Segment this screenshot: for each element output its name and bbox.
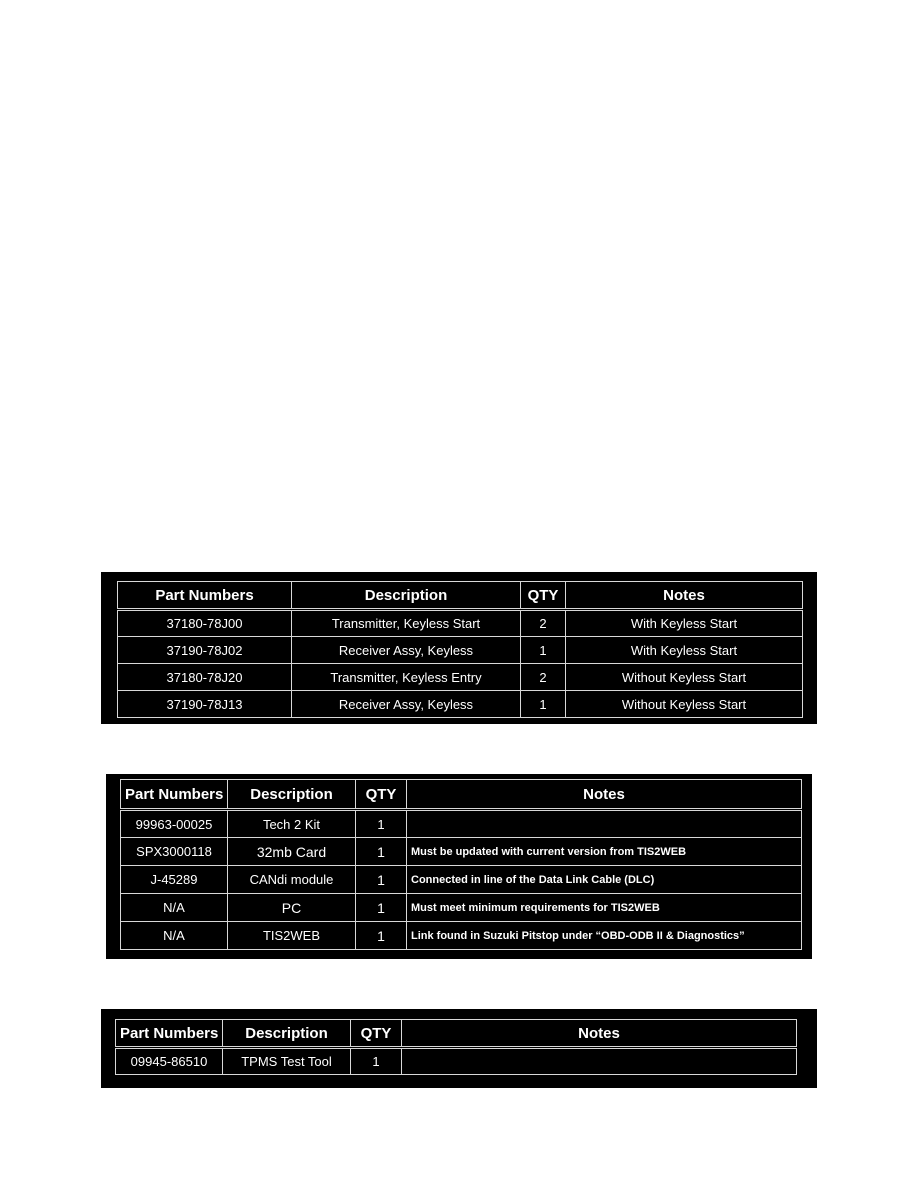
cell-part-number: 09945-86510 (116, 1048, 223, 1075)
header-description: Description (223, 1020, 351, 1048)
cell-qty: 1 (356, 922, 407, 950)
cell-notes (402, 1048, 797, 1075)
header-qty: QTY (351, 1020, 402, 1048)
cell-part-number: N/A (121, 894, 228, 922)
cell-qty: 1 (351, 1048, 402, 1075)
cell-qty: 2 (521, 664, 566, 691)
table-row (118, 691, 803, 718)
cell-qty: 1 (521, 637, 566, 664)
cell-notes (407, 810, 802, 838)
table-row (121, 922, 802, 950)
cell-qty: 1 (521, 691, 566, 718)
cell-description: TPMS Test Tool (223, 1048, 351, 1075)
header-description: Description (228, 780, 356, 810)
table-row (121, 894, 802, 922)
cell-part-number: 37190-78J13 (118, 691, 292, 718)
cell-description: Receiver Assy, Keyless (292, 637, 521, 664)
cell-description: Tech 2 Kit (228, 810, 356, 838)
cell-qty: 1 (356, 894, 407, 922)
header-description: Description (292, 582, 521, 610)
cell-notes: Link found in Suzuki Pitstop under “OBD-ODB II & Diagnostics” (407, 922, 802, 950)
cell-description: Transmitter, Keyless Start (292, 610, 521, 637)
cell-part-number: N/A (121, 922, 228, 950)
table-header-row (118, 582, 803, 610)
table-row (121, 838, 802, 866)
table-row (118, 610, 803, 637)
parts-table-tpms (115, 1019, 797, 1075)
header-notes: Notes (402, 1020, 797, 1048)
parts-table-tpms-panel (101, 1009, 817, 1088)
cell-part-number: J-45289 (121, 866, 228, 894)
cell-description: TIS2WEB (228, 922, 356, 950)
header-notes: Notes (407, 780, 802, 810)
table-row (121, 866, 802, 894)
cell-qty: 1 (356, 866, 407, 894)
header-qty: QTY (521, 582, 566, 610)
table-header-row (121, 780, 802, 810)
cell-part-number: 37190-78J02 (118, 637, 292, 664)
header-qty: QTY (356, 780, 407, 810)
cell-qty: 1 (356, 838, 407, 866)
cell-qty: 1 (356, 810, 407, 838)
cell-qty: 2 (521, 610, 566, 637)
parts-table-tech2-panel (106, 774, 812, 959)
cell-notes: Must meet minimum requirements for TIS2WEB (407, 894, 802, 922)
cell-notes: With Keyless Start (566, 610, 803, 637)
parts-table-keyless (117, 581, 803, 718)
header-part-numbers: Part Numbers (121, 780, 228, 810)
header-notes: Notes (566, 582, 803, 610)
cell-part-number: SPX3000118 (121, 838, 228, 866)
cell-part-number: 99963-00025 (121, 810, 228, 838)
cell-description: PC (228, 894, 356, 922)
parts-table-tech2 (120, 779, 802, 950)
header-part-numbers: Part Numbers (118, 582, 292, 610)
cell-description: Transmitter, Keyless Entry (292, 664, 521, 691)
header-part-numbers: Part Numbers (116, 1020, 223, 1048)
cell-description: Receiver Assy, Keyless (292, 691, 521, 718)
table-row (116, 1048, 797, 1075)
table-row (118, 637, 803, 664)
table-header-row (116, 1020, 797, 1048)
table-row (118, 664, 803, 691)
cell-description: 32mb Card (228, 838, 356, 866)
table-row (121, 810, 802, 838)
cell-notes: Must be updated with current version from TIS2WEB (407, 838, 802, 866)
cell-part-number: 37180-78J00 (118, 610, 292, 637)
cell-description: CANdi module (228, 866, 356, 894)
cell-notes: Without Keyless Start (566, 691, 803, 718)
cell-notes: Without Keyless Start (566, 664, 803, 691)
cell-part-number: 37180-78J20 (118, 664, 292, 691)
cell-notes: Connected in line of the Data Link Cable (DLC) (407, 866, 802, 894)
cell-notes: With Keyless Start (566, 637, 803, 664)
parts-table-keyless-panel (101, 572, 817, 724)
